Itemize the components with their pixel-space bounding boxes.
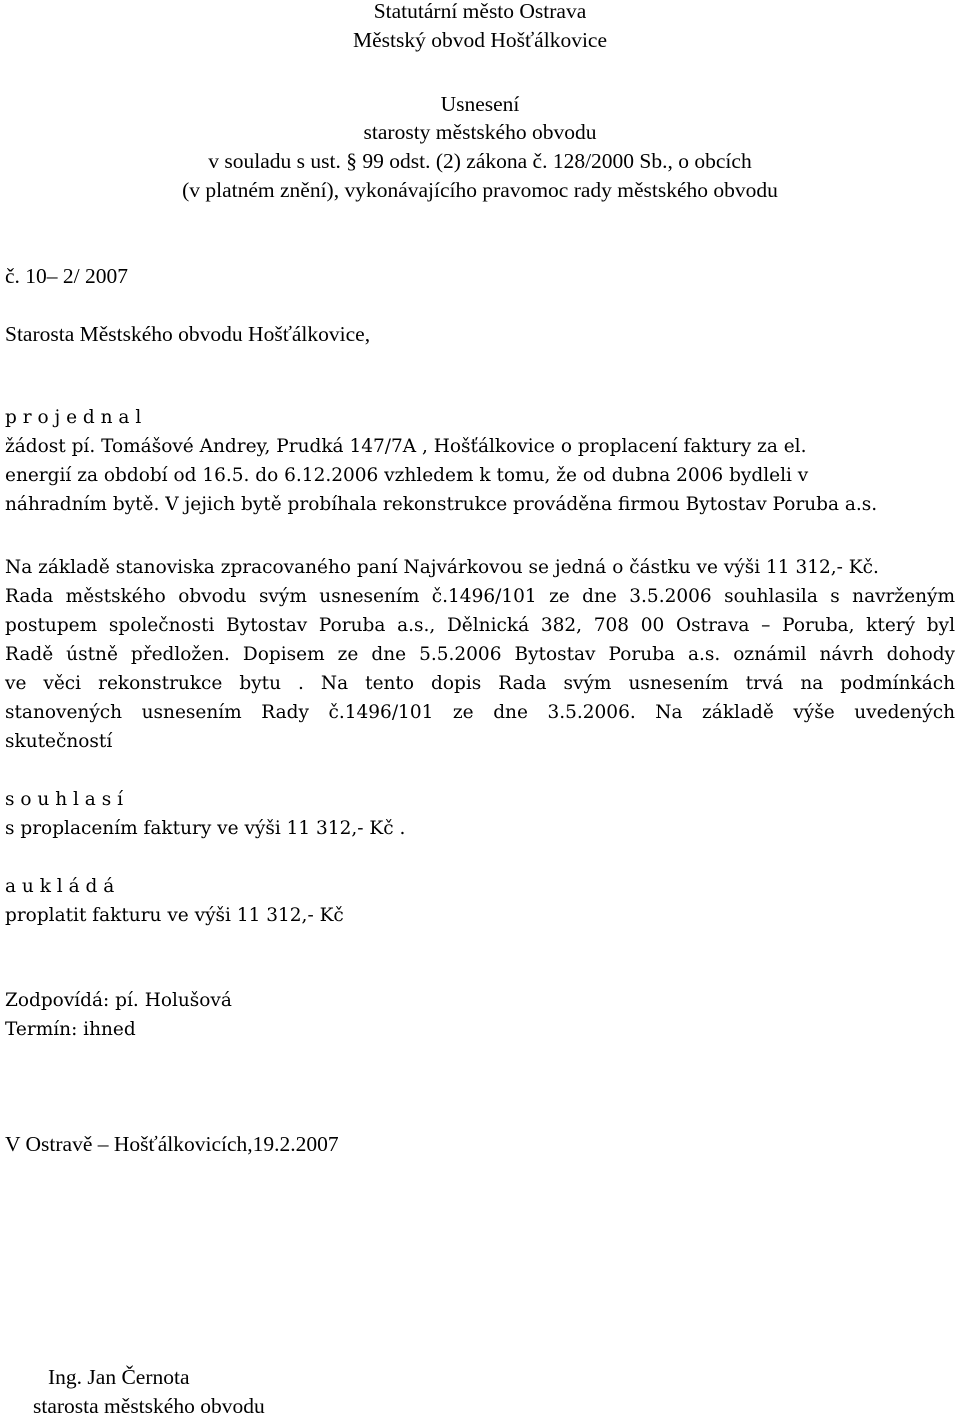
agrees-text: s proplacením faktury ve výši 11 312,- Kč . xyxy=(5,818,406,839)
justification-line: Na základě stanoviska zpracovaného paní Najvárkovou se jedná o částku ve výši 11 312,- Kč. xyxy=(5,557,879,578)
section-label-agrees: s o u h l a s í xyxy=(5,789,123,810)
header-city: Statutární město Ostrava xyxy=(373,0,587,23)
signatory-role: starosta městského obvodu xyxy=(33,1394,265,1418)
responsible-person: Zodpovídá: pí. Holušová xyxy=(5,990,232,1011)
header-district: Městský obvod Hošťálkovice xyxy=(352,28,608,52)
resolution-number: č. 10– 2/ 2007 xyxy=(5,264,129,288)
law-reference-line-1: v souladu s ust. § 99 odst. (2) zákona č. 128/2000 Sb., o obcích xyxy=(208,149,752,173)
signatory-name: Ing. Jan Černota xyxy=(48,1365,190,1389)
justification-line: Rada městského obvodu svým usnesením č.1496/101 ze dne 3.5.2006 souhlasila s navrženým xyxy=(5,586,955,607)
justification-line: ve věci rekonstrukce bytu . Na tento dopis Rada svým usnesením trvá na podmínkách xyxy=(5,673,955,694)
section-label-orders: a u k l á d á xyxy=(5,876,115,897)
section-label-considered: p r o j e d n a l xyxy=(5,407,142,428)
justification-line: postupem společnosti Bytostav Poruba a.s., Dělnická 382, 708 00 Ostrava – Poruba, který byl xyxy=(5,615,955,636)
justification-line: skutečností xyxy=(5,731,113,752)
deadline: Termín: ihned xyxy=(5,1019,136,1040)
considered-line: žádost pí. Tomášové Andrey, Prudká 147/7A , Hošťálkovice o proplacení faktury za el. xyxy=(5,436,807,457)
justification-line: Radě ústně předložen. Dopisem ze dne 5.5.2006 Bytostav Poruba a.s. oznámil návrh dohody xyxy=(5,644,955,665)
justification-line: stanovených usnesením Rady č.1496/101 ze dne 3.5.2006. Na základě výše uvedených xyxy=(5,702,955,723)
considered-line: náhradním bytě. V jejich bytě probíhala rekonstrukce prováděna firmou Bytostav Poruba a.s. xyxy=(5,494,878,515)
document-heading: Usnesení xyxy=(440,92,520,116)
issuer: Starosta Městského obvodu Hošťálkovice, xyxy=(5,322,371,346)
place-date: V Ostravě – Hošťálkovicích,19.2.2007 xyxy=(5,1132,339,1156)
law-reference-line-2: (v platném znění), vykonávajícího pravomoc rady městského obvodu xyxy=(182,178,778,202)
considered-line: energií za období od 16.5. do 6.12.2006 vzhledem k tomu, že od dubna 2006 bydleli v xyxy=(5,465,809,486)
document-subheading: starosty městského obvodu xyxy=(363,120,597,144)
orders-text: proplatit fakturu ve výši 11 312,- Kč xyxy=(5,905,344,926)
